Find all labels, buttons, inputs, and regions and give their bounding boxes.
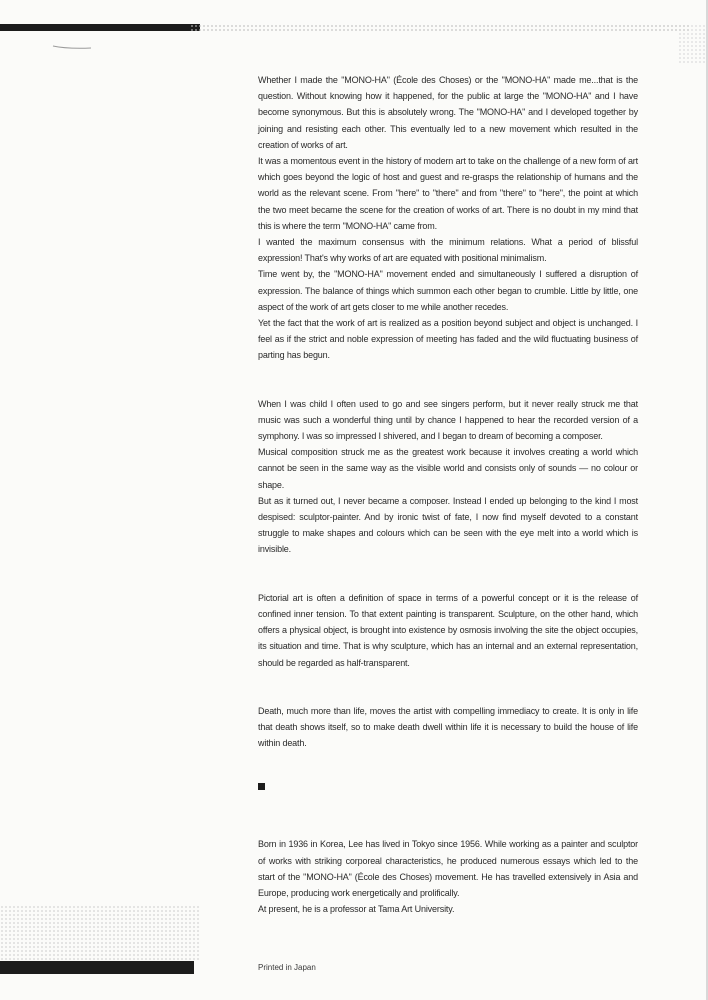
paragraph-spacer (258, 558, 638, 574)
bio-paragraph: Born in 1936 in Korea, Lee has lived in Tokyo since 1956. While working as a painter and sculptor of works with striking corporeal characteristics, he produced numerous essays which led to the start of the "MONO-HA" (École des Choses) movement. He has travelled extensively in Asia and Europe, producing work energetically and prolifically. (258, 839, 638, 898)
essay-paragraph: Pictorial art is often a definition of space in terms of a powerful concept or it is the release of confined inner tension. To that extent painting is transparent. Sculpture, on the other hand, which offers a physical object, is brought into existence by osmosis involving the site the object occupies, its situation and time. That is why sculpture, which has an internal and an external representation, should be regarded as half-transparent. (258, 592, 638, 668)
printed-in-label: Printed in Japan (258, 963, 316, 972)
bio-paragraph: At present, he is a professor at Tama Art University. (258, 904, 455, 915)
essay-paragraph: Yet the fact that the work of art is realized as a position beyond subject and object is unchanged. I feel as if the strict and noble expression of meeting has faded and the wild fluctuating business of parting has begun. (258, 318, 638, 361)
top-halftone-strip (190, 24, 690, 31)
essay-paragraph: Whether I made the "MONO-HA" (École des Choses) or the "MONO-HA" made me...that is the question. Without knowing how it happened, for the public at large the "MONO-HA" and I have become synonymous. But this is absolutely wrong. The "MONO-HA" and I developed together by joining and resisting each other. This eventually led to a new movement which resulted in the creation of works of art. (258, 75, 638, 150)
essay-paragraph: Musical composition struck me as the greatest work because it involves creating a world which cannot be seen in the same way as the visible world and consists only of sounds — no colour or shape. (258, 447, 638, 490)
bottom-black-bar (0, 961, 194, 974)
paragraph-spacer (258, 806, 638, 822)
paragraph-spacer (258, 364, 638, 380)
top-black-bar (0, 24, 200, 31)
paragraph-spacer (258, 380, 638, 396)
paragraph-spacer (258, 671, 638, 687)
section-square-bullet (258, 783, 265, 790)
essay-paragraph: When I was child I often used to go and see singers perform, but it never really struck me that music was such a wonderful thing until by chance I happened to hear the recorded version of a symphony. I was so impressed I shivered, and I began to dream of becoming a composer. (258, 398, 638, 442)
paragraph-spacer (258, 767, 638, 783)
bottom-halftone (0, 905, 200, 961)
essay-paragraph: Death, much more than life, moves the artist with compelling immediacy to create. It is only in life that death shows itself, so to make death dwell within life it is necessary to build the house of life within death. (258, 705, 638, 749)
paragraph-spacer (258, 790, 638, 806)
essay-paragraph: Time went by, the "MONO-HA" movement ended and simultaneously I suffered a disruption of expression. The balance of things which summon each other began to crumble. Little by little, one aspect of the work of art gets closer to me while another recedes. (258, 269, 638, 312)
paragraph-spacer (258, 822, 638, 836)
essay-body (258, 72, 638, 917)
paragraph-spacer (258, 751, 638, 767)
top-right-halftone (678, 24, 708, 64)
paragraph-spacer (258, 687, 638, 703)
essay-paragraph: I wanted the maximum consensus with the minimum relations. What a period of blissful expression! That's why works of art are equated with positional minimalism. (258, 237, 638, 264)
essay-paragraph: It was a momentous event in the history of modern art to take on the challenge of a new form of art which goes beyond the logic of host and guest and re-grasps the relationship of humans and the world as the relevant scene. From "here" to "there" and from "there" to "here", the point at which the two meet became the scene for the creation of works of art. There is no doubt in my mind that this is where the term "MONO-HA" came from. (258, 156, 638, 231)
essay-paragraph: But as it turned out, I never became a composer. Instead I ended up belonging to the kind I most despised: sculptor-painter. And by ironic twist of fate, I now find myself devoted to a constant struggle to make shapes and colours which can be seen with the eye melt into a world which is invisible. (258, 495, 638, 555)
paragraph-spacer (258, 574, 638, 590)
pencil-mark (52, 44, 92, 50)
